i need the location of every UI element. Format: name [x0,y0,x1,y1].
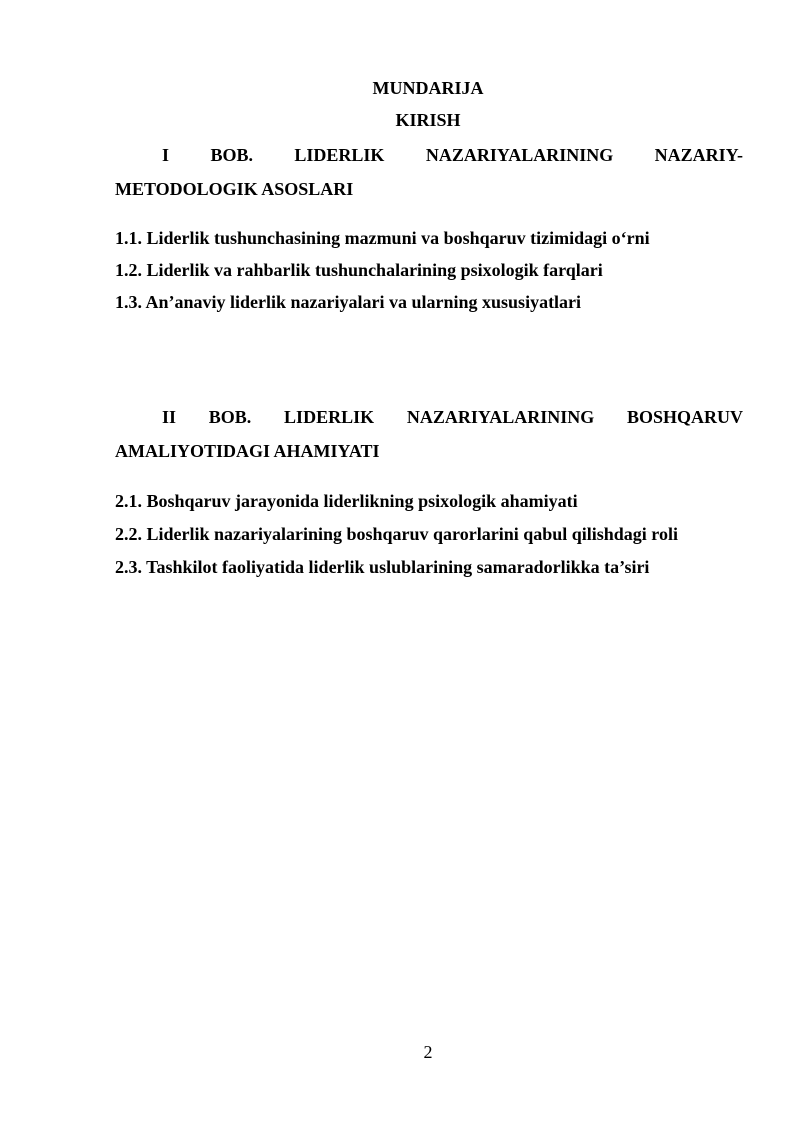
toc-item-1-2: 1.2. Liderlik va rahbarlik tushunchalarining psixologik farqlari [115,260,603,280]
chapter-2-heading-line2: AMALIYOTIDAGI AHAMIYATI [115,441,380,461]
chapter-1-heading [115,138,743,206]
page-number: 2 [423,1042,433,1062]
toc-item-2-3: 2.3. Tashkilot faoliyatida liderlik uslublarining samaradorlikka ta’siri [115,557,650,577]
toc-item-2-2: 2.2. Liderlik nazariyalarining boshqaruv qarorlarini qabul qilishdagi roli [115,524,678,544]
chapter-1-heading-line2: METODOLOGIK ASOSLARI [115,179,354,199]
chapter-2-heading-line1: II BOB. LIDERLIK NAZARIYALARINING BOSHQARUV [162,407,743,427]
toc-item-2-1: 2.1. Boshqaruv jarayonida liderlikning psixologik ahamiyati [115,491,578,511]
chapter-1-heading-line1: I BOB. LIDERLIK NAZARIYALARINING NAZARIY- [162,145,743,165]
toc-item-1-3: 1.3. An’anaviy liderlik nazariyalari va ularning xususiyatlari [115,292,582,312]
intro-heading: KIRISH [395,110,461,130]
chapter-2-heading [115,400,743,468]
contents-title: MUNDARIJA [372,78,484,98]
toc-item-1-1: 1.1. Liderlik tushunchasining mazmuni va boshqaruv tizimidagi o‘rni [115,228,650,248]
